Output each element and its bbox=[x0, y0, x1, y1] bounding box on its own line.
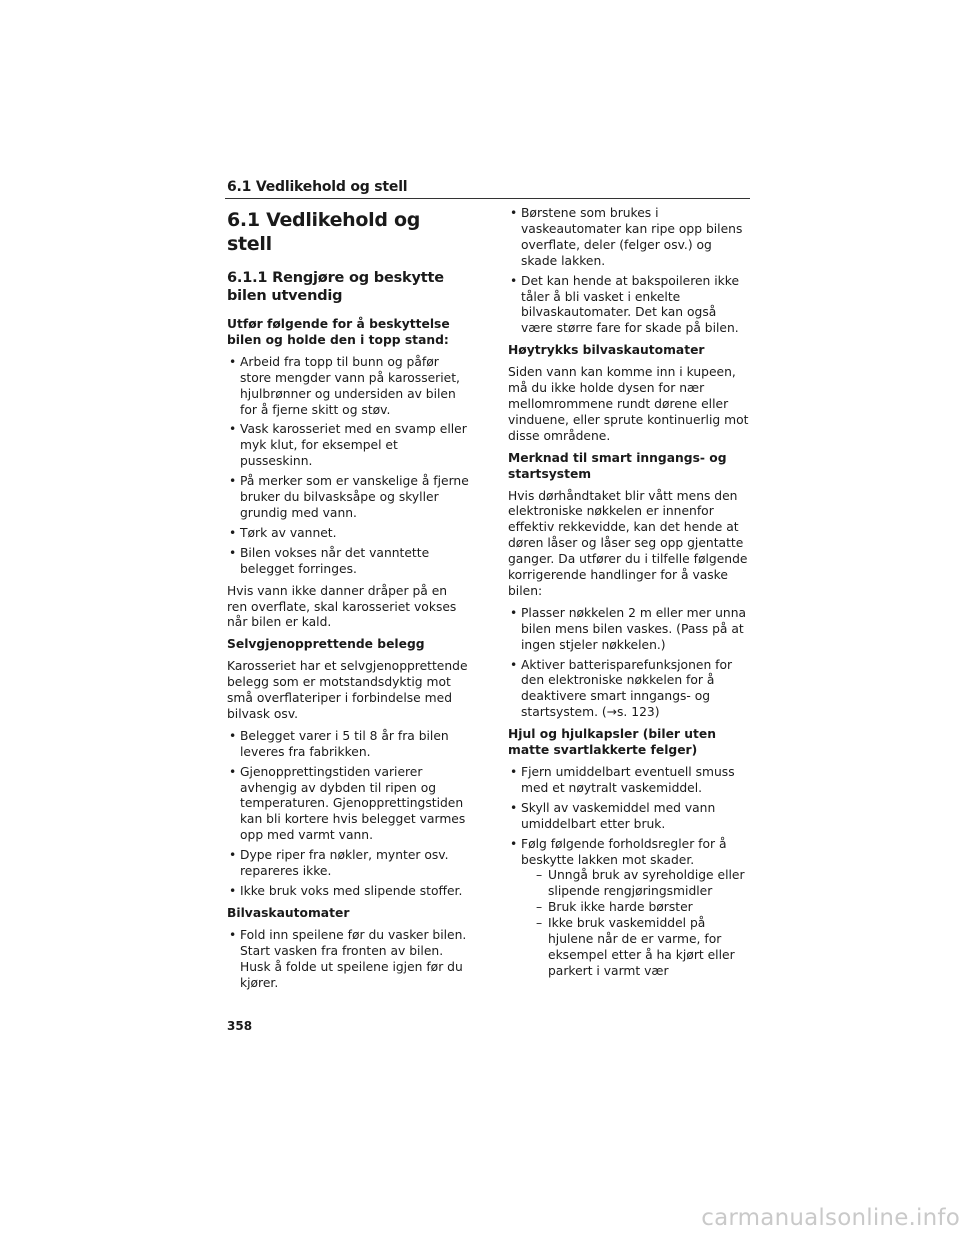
right-column bbox=[508, 206, 750, 986]
section-title: 6.1 Vedlikehold og stell bbox=[227, 209, 421, 255]
left-column bbox=[227, 208, 469, 997]
running-header: 6.1 Vedlikehold og stell bbox=[227, 179, 408, 195]
dash-item: – Bruk ikke harde børster bbox=[521, 900, 750, 916]
list-item: • Aktiver batterisparefunksjonen for den elektroniske nøkkelen for å deaktivere smart inngangs- og startsystem. (→s. 123) bbox=[508, 658, 750, 722]
page-number: 358 bbox=[227, 1019, 253, 1033]
subheading: Bilvaskautomater bbox=[227, 905, 350, 920]
watermark-text: carmanualsonline.info bbox=[701, 1205, 960, 1231]
list-item: • Arbeid fra topp til bunn og påfør store mengder vann på karosseriet, hjulbrønner og undersiden av bilen for å fjerne skitt og støv. bbox=[227, 355, 469, 419]
list-item: • Vask karosseriet med en svamp eller myk klut, for eksempel et pusseskinn. bbox=[227, 422, 469, 470]
list-item: • Tørk av vannet. bbox=[227, 526, 469, 542]
subheading: Høytrykks bilvaskautomater bbox=[508, 343, 705, 358]
list-item: • Ikke bruk voks med slipende stoffer. bbox=[227, 884, 469, 900]
bullet-list bbox=[227, 729, 469, 900]
dash-item: – Unngå bruk av syreholdige eller slipende rengjøringsmidler bbox=[521, 868, 750, 900]
dash-list bbox=[521, 868, 750, 979]
list-item-with-sublist bbox=[508, 837, 750, 980]
list-item: • Fold inn speilene før du vasker bilen. Start vasken fra fronten av bilen. Husk å folde ut speilene igjen før du kjører. bbox=[227, 928, 469, 992]
list-item-text: Følg følgende forholdsregler for å beskytte lakken mot skader. bbox=[521, 836, 727, 867]
paragraph: Siden vann kan komme inn i kupeen, må du ikke holde dysen for nær mellomrommene rundt dørene eller vinduene, eller sprute kontinuerlig mot disse områdene. bbox=[508, 365, 749, 443]
header-divider bbox=[225, 198, 750, 199]
subsection-title: 6.1.1 Rengjøre og beskytte bilen utvendig bbox=[227, 270, 444, 304]
subheading: Hjul og hjulkapsler (biler uten matte svartlakkerte felger) bbox=[508, 727, 716, 758]
list-item: • Det kan hende at bakspoileren ikke tåler å bli vasket i enkelte bilvaskautomater. Det kan også være større fare for skade på bilen. bbox=[508, 274, 750, 338]
paragraph: Karosseriet har et selvgjenopprettende belegg som er motstandsdyktig mot små overflateriper i forbindelse med bilvask osv. bbox=[227, 659, 468, 721]
list-item: • Børstene som brukes i vaskeautomater kan ripe opp bilens overflate, deler (felger osv.) og skade lakken. bbox=[508, 206, 750, 270]
list-item: • Fjern umiddelbart eventuell smuss med et nøytralt vaskemiddel. bbox=[508, 765, 750, 797]
list-item: • På merker som er vanskelige å fjerne bruker du bilvasksåpe og skyller grundig med vann. bbox=[227, 474, 469, 522]
bullet-list bbox=[508, 765, 750, 980]
list-item: • Skyll av vaskemiddel med vann umiddelbart etter bruk. bbox=[508, 801, 750, 833]
intro-bold: Utfør følgende for å beskyttelse bilen og holde den i topp stand: bbox=[227, 317, 450, 347]
bullet-list bbox=[508, 606, 750, 721]
list-item: • Bilen vokses når det vanntette belegget forringes. bbox=[227, 546, 469, 578]
bullet-list bbox=[227, 355, 469, 578]
list-item: • Belegget varer i 5 til 8 år fra bilen leveres fra fabrikken. bbox=[227, 729, 469, 761]
dash-item: – Ikke bruk vaskemiddel på hjulene når de er varme, for eksempel etter å ha kjørt eller parkert i varmt vær bbox=[521, 916, 750, 980]
list-item: • Gjenopprettingstiden varierer avhengig av dybden til ripen og temperaturen. Gjenopprettingstiden kan bli kortere hvis belegget varmes opp med varmt vann. bbox=[227, 765, 469, 845]
paragraph: Hvis vann ikke danner dråper på en ren overflate, skal karosseriet vokses når bilen er kald. bbox=[227, 583, 457, 630]
list-item: • Plasser nøkkelen 2 m eller mer unna bilen mens bilen vaskes. (Pass på at ingen stjeler nøkkelen.) bbox=[508, 606, 750, 654]
list-item: • Dype riper fra nøkler, mynter osv. repareres ikke. bbox=[227, 848, 469, 880]
paragraph: Hvis dørhåndtaket blir vått mens den elektroniske nøkkelen er innenfor effektiv rekkevidde, kan det hende at døren låser og låser seg opp gjentatte ganger. Da utfører du i tilfelle følgende korrigerende handlinger for å vaske bilen: bbox=[508, 488, 748, 598]
subheading: Merknad til smart inngangs- og startsystem bbox=[508, 450, 727, 481]
bullet-list bbox=[508, 206, 750, 337]
subheading: Selvgjenopprettende belegg bbox=[227, 637, 425, 652]
bullet-list bbox=[227, 928, 469, 992]
